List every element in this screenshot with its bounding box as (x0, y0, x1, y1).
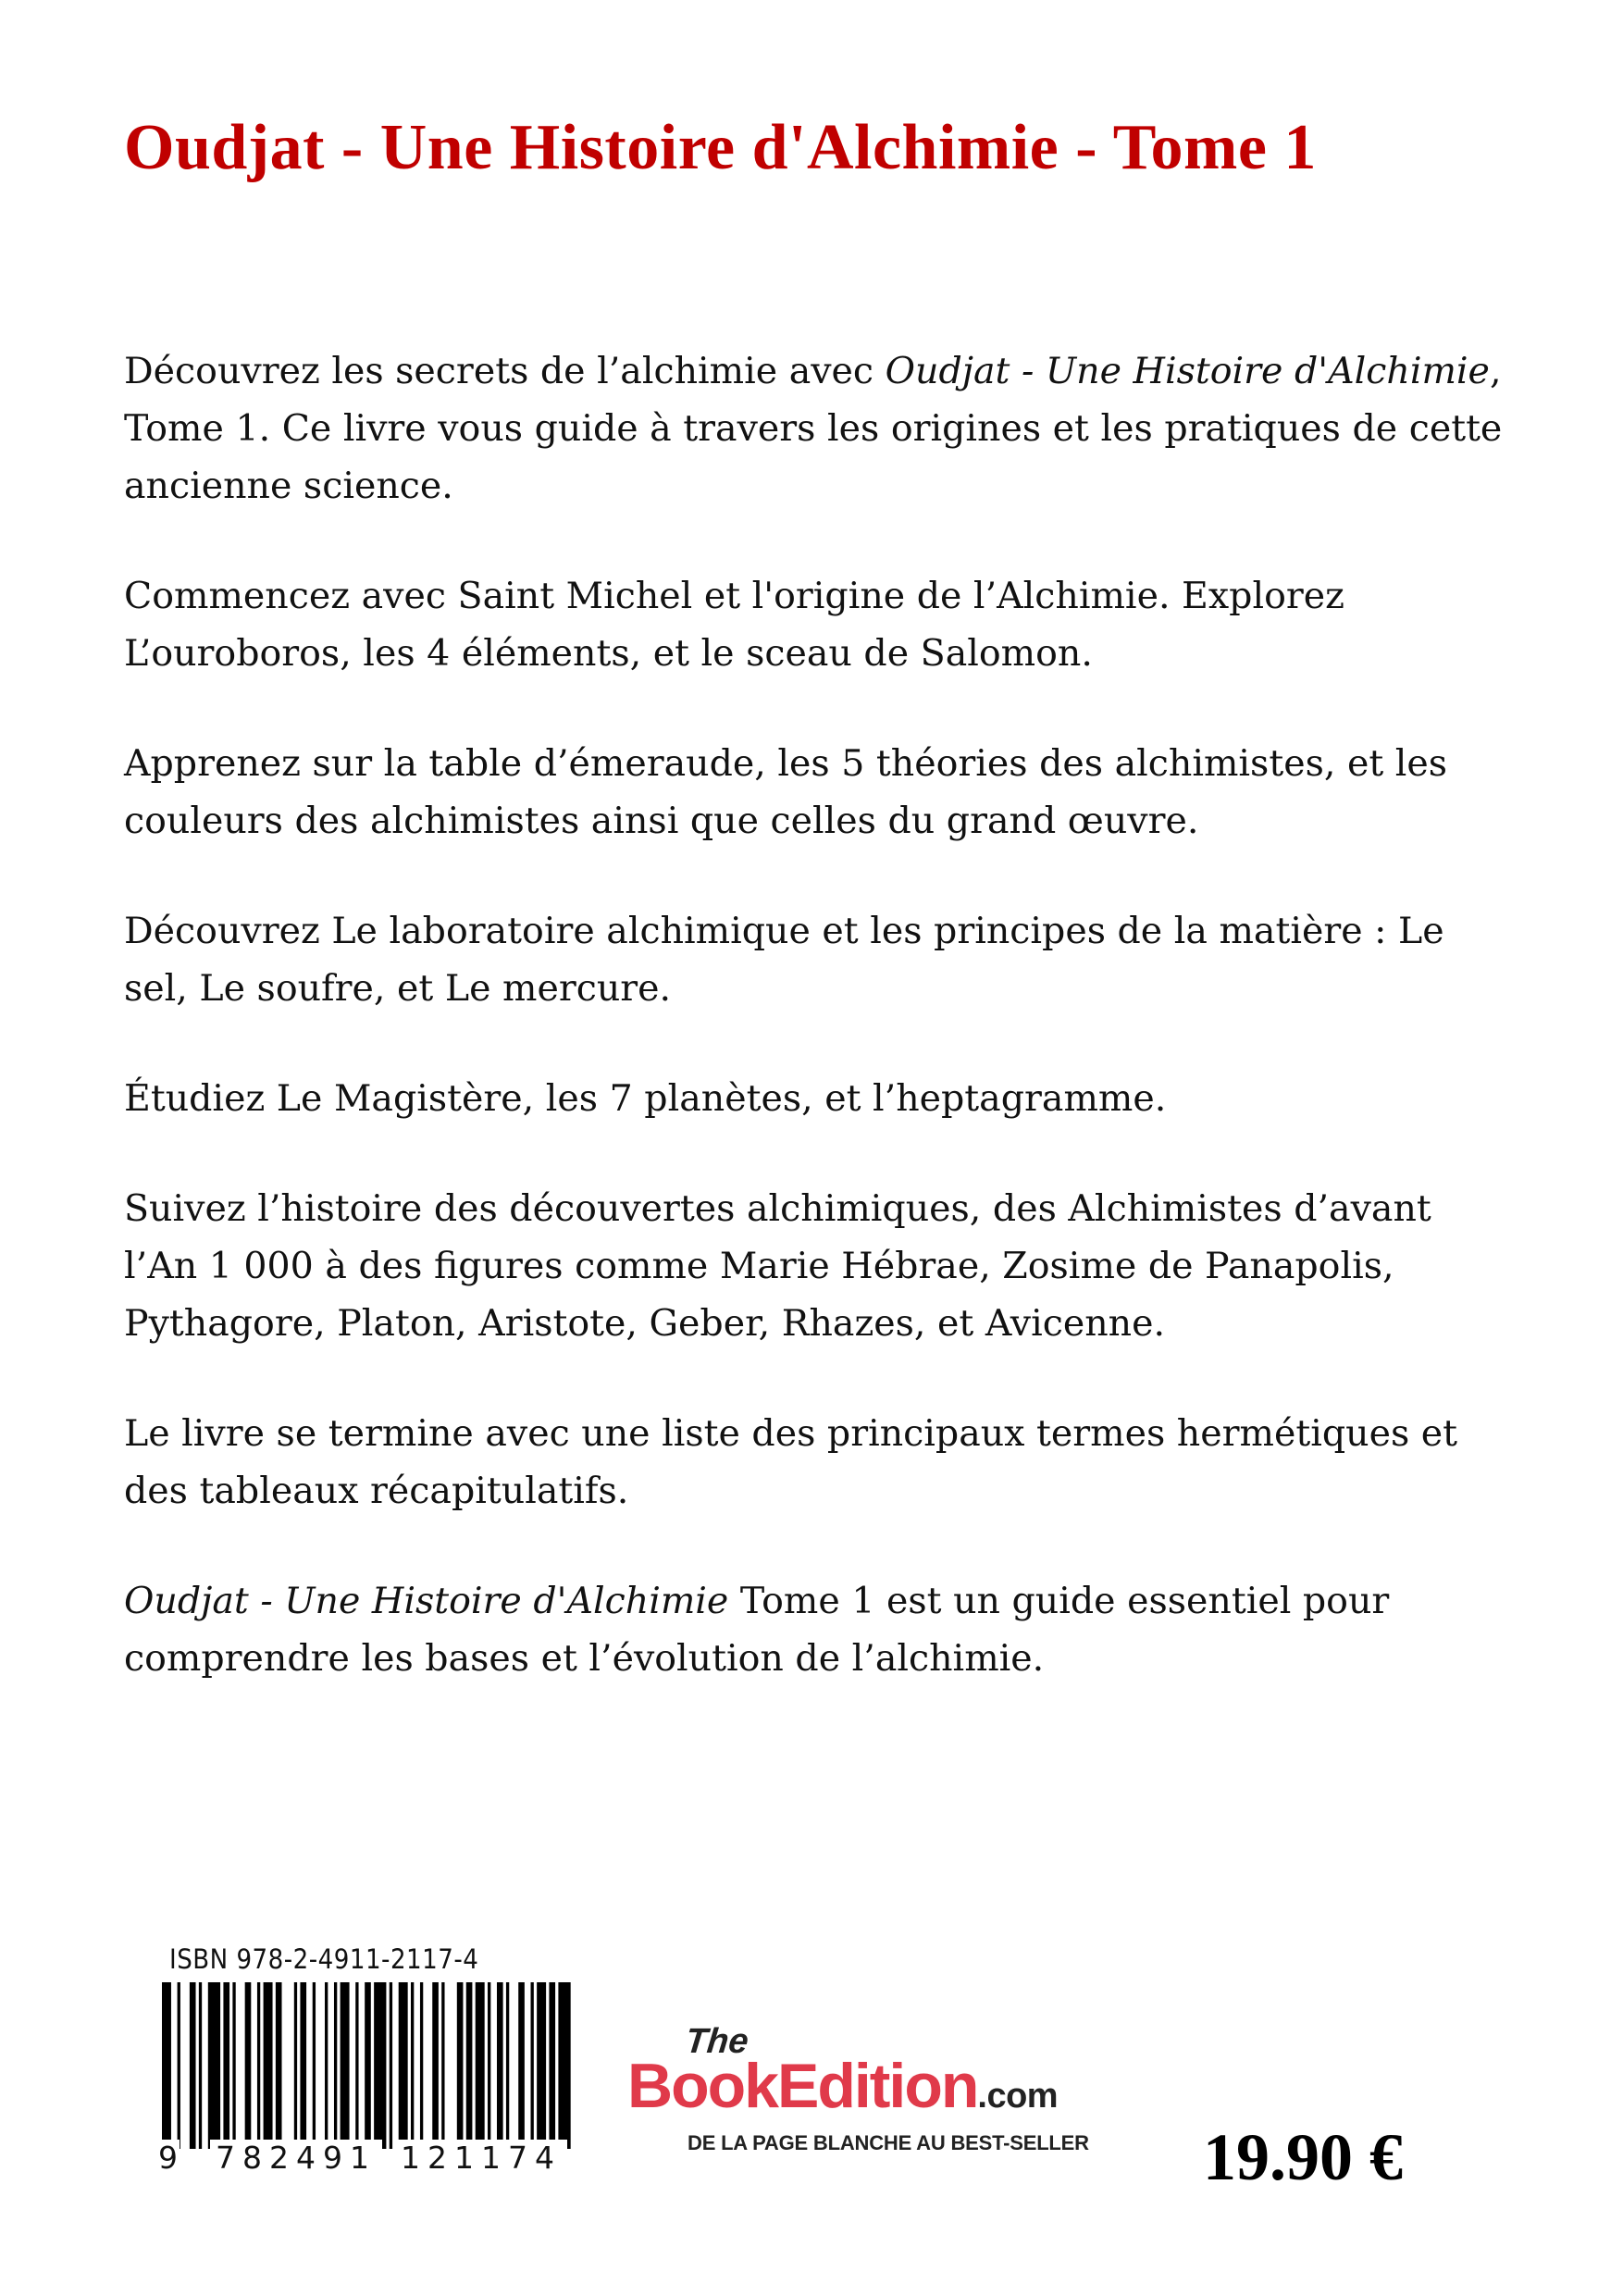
paragraph-conclusion (124, 1572, 1503, 1687)
barcode-bar (476, 1982, 485, 2149)
barcode-bar (276, 1982, 282, 2149)
barcode-digits-group1: 782491 (210, 2140, 382, 2176)
book-title: Oudjat - Une Histoire d'Alchimie - Tome 1 (124, 112, 1317, 183)
barcode-digits (158, 2140, 574, 2182)
barcode-bar (411, 1982, 414, 2149)
barcode-bar (374, 1982, 386, 2149)
barcode-bar (294, 1982, 297, 2149)
back-cover-text (124, 342, 1503, 1740)
barcode-bar (190, 1982, 196, 2149)
isbn-label: ISBN 978-2-4911-2117-4 (169, 1943, 479, 1975)
barcode-bar (531, 1982, 534, 2149)
barcode-bar (264, 1982, 273, 2149)
barcode-bar (420, 1982, 423, 2149)
paragraph-intro (124, 342, 1503, 515)
barcode-bar (208, 1982, 220, 2149)
barcode-bar (432, 1982, 439, 2149)
barcode-bars (162, 1982, 574, 2149)
barcode-bar (466, 1982, 473, 2149)
barcode-bar (232, 1982, 235, 2149)
barcode-bar (313, 1982, 316, 2149)
paragraph-laboratoire: Découvrez Le laboratoire alchimique et les principes de la matière : Le sel, Le soufre, et Le mercure. (124, 910, 1444, 1010)
barcode-bar (178, 1982, 180, 2149)
paragraph-saint-michel: Commencez avec Saint Michel et l'origine de l’Alchimie. Explorez L’ouroboros, les 4 éléments, et le sceau de Salomon. (124, 575, 1344, 675)
barcode-bar (558, 1982, 570, 2149)
barcode-bar (365, 1982, 371, 2149)
barcode-bar (162, 1982, 171, 2149)
barcode-digits-group2: 121174 (395, 2140, 567, 2176)
logo-main (627, 2050, 1058, 2122)
barcode-bar (506, 1982, 509, 2149)
intro-book-title: Oudjat - Une Histoire d'Alchimie (885, 350, 1490, 392)
paragraph-magistere: Étudiez Le Magistère, les 7 planètes, et l’heptagramme. (124, 1077, 1167, 1120)
conclusion-text: Tome 1 est un guide essentiel pour comprendre les bases et l’évolution de l’alchimie. (124, 1580, 1390, 1680)
barcode-bar (457, 1982, 464, 2149)
conclusion-book-title: Oudjat - Une Histoire d'Alchimie (124, 1580, 729, 1622)
barcode-digit-lead: 9 (158, 2140, 178, 2176)
barcode-bar (441, 1982, 444, 2149)
barcode-bar (390, 1982, 392, 2149)
barcode-bar (334, 1982, 337, 2149)
barcode-bar (488, 1982, 490, 2149)
paragraph-table-emeraude: Apprenez sur la table d’émeraude, les 5 théories des alchimistes, et les couleurs des alchimistes ainsi que celles du grand œuvre. (124, 742, 1448, 842)
price: 19.90 € (1203, 2120, 1403, 2194)
barcode-bar (399, 1982, 408, 2149)
publisher-logo (627, 2022, 1146, 2170)
logo-tagline: DE LA PAGE BLANCHE AU BEST-SELLER (688, 2131, 1089, 2154)
barcode-bar (199, 1982, 202, 2149)
paragraph-termes: Le livre se termine avec une liste des principaux termes hermétiques et des tableaux récapitulatifs. (124, 1412, 1458, 1512)
barcode-bar (245, 1982, 252, 2149)
intro-text-c: , Tome 1. Ce livre vous guide à travers les origines et les pratiques de cette ancienne science. (124, 350, 1503, 507)
barcode-bar (537, 1982, 546, 2149)
paragraph-histoire: Suivez l’histoire des découvertes alchimiques, des Alchimistes d’avant l’An 1 000 à des figures comme Marie Hébrae, Zosime de Panapolis, Pythagore, Platon, Aristote, Geber, Rhazes, et Avicenne. (124, 1187, 1431, 1345)
logo-the: The (683, 2022, 750, 2061)
barcode-bar (549, 1982, 555, 2149)
barcode-bar (223, 1982, 229, 2149)
barcode-bar (518, 1982, 525, 2149)
barcode-bar (497, 1982, 503, 2149)
barcode-bar (355, 1982, 358, 2149)
barcode-bar (300, 1982, 306, 2149)
barcode-bar (325, 1982, 328, 2149)
barcode-bar (341, 1982, 350, 2149)
logo-com: .com (977, 2077, 1059, 2116)
intro-text-a: Découvrez les secrets de l’alchimie avec (124, 350, 886, 392)
logo-bookedition: BookEdition (627, 2051, 978, 2121)
isbn-barcode (158, 1943, 574, 2179)
barcode-bar (257, 1982, 260, 2149)
